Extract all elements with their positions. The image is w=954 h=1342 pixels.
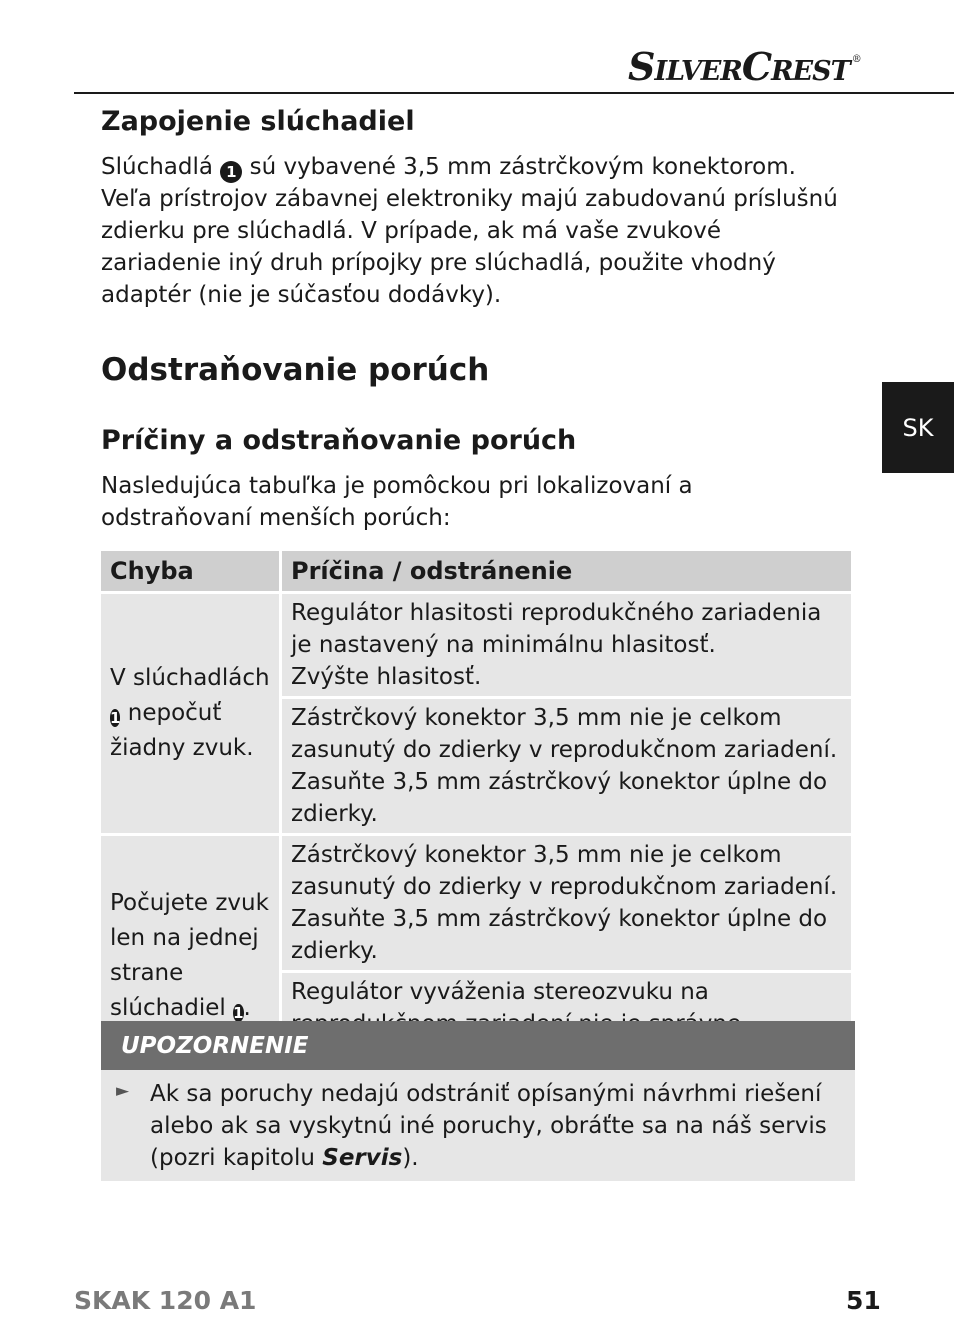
headphones-paragraph [101,151,841,311]
headphones-heading: Zapojenie slúchadiel [101,106,415,137]
error-text: V slúchadlách [110,665,270,691]
error-text: nepočuť žiadny zvuk. [110,700,254,761]
table-header-row [101,551,851,591]
notice-title: UPOZORNENIE [101,1021,855,1070]
notice-text-before: Ak sa poruchy nedajú odstrániť opísanými návrhmi riešení alebo ak sa vyskytnú iné poruchy, obráťte sa na náš servis (pozri kapitolu [150,1081,827,1171]
troubleshooting-heading: Odstraňovanie porúch [101,352,490,388]
cause-cell: Zástrčkový konektor 3,5 mm nie je celkom zasunutý do zdierky v reprodukčnom zariadení. Zasuňte 3,5 mm zástrčkový konektor úplne do zdierky. [282,836,851,970]
language-tab: SK [882,382,954,473]
table-row [101,594,851,696]
registered-mark: ® [851,54,861,65]
cause-cell: Zástrčkový konektor 3,5 mm nie je celkom zasunutý do zdierky v reprodukčnom zariadení. Zasuňte 3,5 mm zástrčkový konektor úplne do zdierky. [282,699,851,833]
headphones-text-before: Slúchadlá [101,154,221,180]
footer-model: SKAK 120 A1 [74,1286,257,1315]
service-chapter-reference: Servis [322,1145,403,1171]
page-number: 51 [846,1286,881,1315]
item-1-marker: 1 [110,709,121,727]
notice-text [150,1078,835,1174]
bullet-arrow-icon: ► [116,1081,130,1101]
table-row [101,836,851,970]
headphones-text-after: sú vybavené 3,5 mm zástrčkovým konektorom. Veľa prístrojov zábavnej elektroniky majú zabudovanú príslušnú zdierku pre slúchadlá. V prípade, ak má vaše zvukové zariadenie iný druh prípojky pre slúchadlá, použite vhodný adaptér (nie je súčasťou dodávky). [101,154,838,308]
troubleshooting-intro: Nasledujúca tabuľka je pomôckou pri lokalizovaní a odstraňovaní menších porúch: [101,473,693,531]
brand-logo [628,44,859,89]
header-rule [74,92,954,94]
item-1-marker: 1 [220,161,242,183]
header-cause: Príčina / odstránenie [282,551,851,591]
notice-body [101,1070,855,1181]
error-cell [101,594,279,833]
cause-cell: Regulátor hlasitosti reprodukčného zariadenia je nastavený na minimálnu hlasitosť. Zvýšte hlasitosť. [282,594,851,696]
item-1-marker: 1 [233,1003,244,1022]
header-error: Chyba [101,551,279,591]
troubleshooting-table [98,548,854,1078]
cause-cell: Regulátor vyváženia stereozvuku na [282,973,851,1075]
causes-subheading: Príčiny a odstraňovanie porúch [101,425,577,456]
notice-text-after: ). [402,1145,419,1171]
error-text: . [243,994,251,1021]
error-text: Počujete zvuk len na jednej strane slúchadiel [110,889,269,1021]
brand-logo-text: SilverCrest [628,44,850,89]
